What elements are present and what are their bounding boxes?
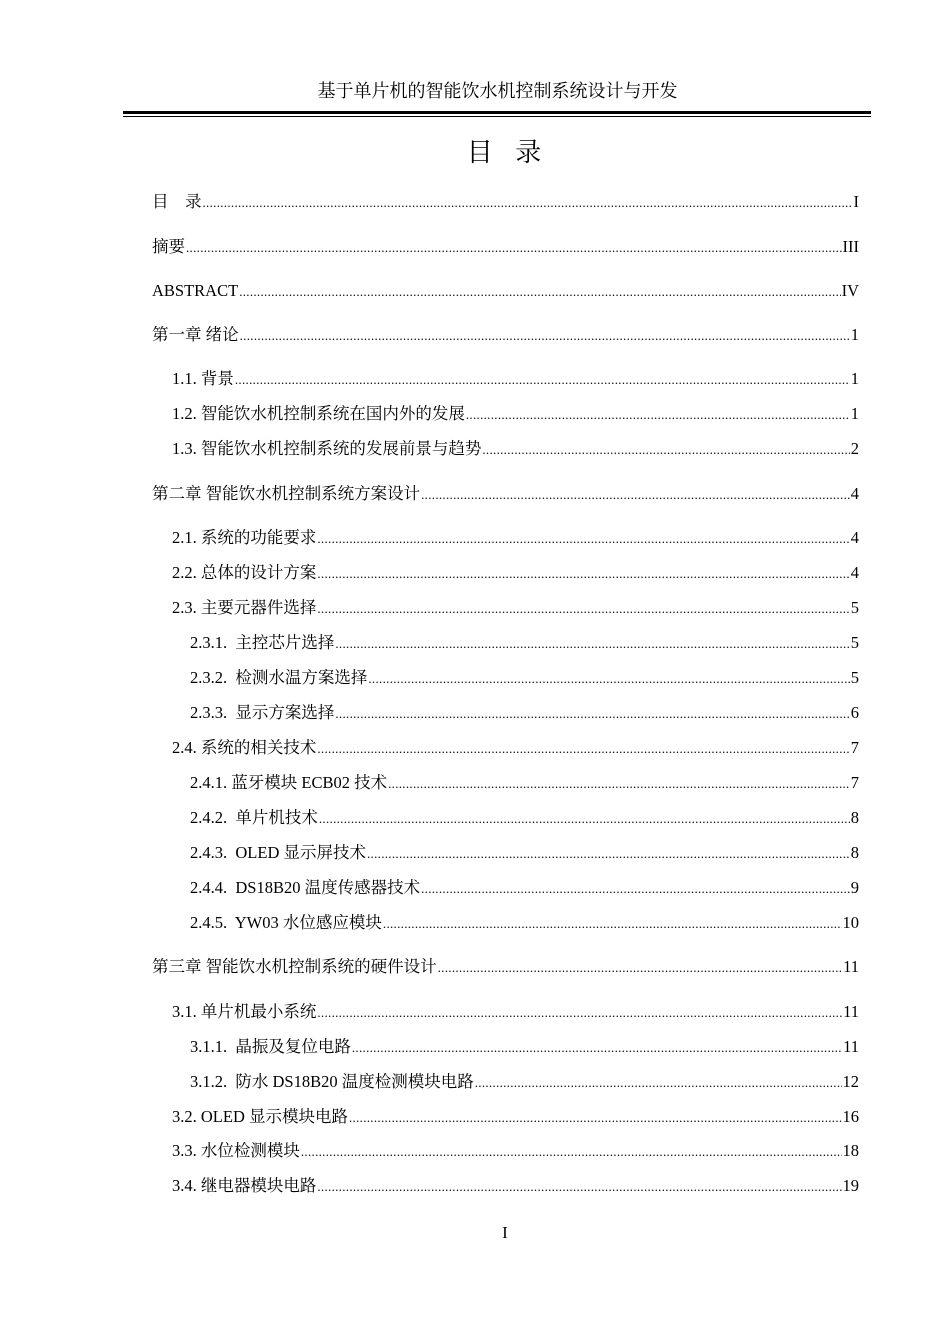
toc-leader-dots	[421, 878, 850, 900]
toc-entry-page: 4	[850, 563, 859, 582]
toc-entry-label: 2.3. 主要元器件选择	[172, 598, 317, 617]
toc-entry-page: IV	[841, 281, 859, 300]
toc-leader-dots	[368, 668, 849, 690]
toc-entry-label: 1.1. 背景	[172, 369, 234, 388]
toc-leader-dots	[367, 843, 850, 865]
toc-entry-page: 12	[842, 1072, 859, 1091]
toc-entry-1-3[interactable]	[172, 438, 859, 461]
toc-entry-page: 8	[850, 808, 859, 827]
toc-leader-dots	[240, 325, 850, 347]
toc-entry-label: 2.4.4. DS18B20 温度传感器技术	[190, 878, 421, 897]
toc-entry-label: 2.4.1. 蓝牙模块 ECB02 技术	[190, 773, 388, 792]
toc-entry-contents[interactable]	[152, 191, 859, 214]
toc-leader-dots	[317, 1002, 842, 1024]
toc-entry-page: 4	[850, 528, 859, 547]
toc-leader-dots	[335, 703, 849, 725]
toc-entry-2-3[interactable]	[172, 597, 859, 620]
toc-entry-3-1[interactable]	[172, 1001, 859, 1024]
toc-leader-dots	[349, 1107, 842, 1129]
toc-leader-dots	[317, 738, 849, 760]
toc-entry-chapter-2[interactable]	[152, 483, 859, 506]
toc-entry-page: 16	[842, 1107, 859, 1126]
toc-entry-label: 3.3. 水位检测模块	[172, 1141, 300, 1160]
toc-leader-dots	[203, 192, 853, 214]
toc-entry-2-2[interactable]	[172, 562, 859, 585]
toc-entry-page: 1	[850, 404, 859, 423]
toc-entry-label: 第二章 智能饮水机控制系统方案设计	[152, 484, 421, 503]
toc-entry-2-4-2[interactable]	[190, 807, 859, 830]
toc-entry-page: 2	[850, 439, 859, 458]
toc-entry-label: 3.4. 继电器模块电路	[172, 1176, 317, 1195]
toc-entry-page: 1	[850, 369, 859, 388]
toc-leader-dots	[317, 1176, 841, 1198]
toc-entry-2-4-3[interactable]	[190, 842, 859, 865]
toc-entry-3-3[interactable]	[172, 1140, 859, 1163]
toc-entry-label: 2.4.5. YW03 水位感应模块	[190, 913, 382, 932]
toc-entry-page: 9	[850, 878, 859, 897]
toc-entry-label: 1.2. 智能饮水机控制系统在国内外的发展	[172, 404, 465, 423]
toc-entry-2-3-3[interactable]	[190, 702, 859, 725]
toc-leader-dots	[317, 528, 849, 550]
toc-entry-page: 11	[843, 957, 859, 976]
toc-entry-page: 4	[850, 484, 859, 503]
toc-entry-label: 2.3.3. 显示方案选择	[190, 703, 335, 722]
toc-entry-page: 5	[850, 598, 859, 617]
toc-leader-dots	[421, 484, 850, 506]
toc-entry-label: 3.2. OLED 显示模块电路	[172, 1107, 348, 1126]
toc-entry-label: 1.3. 智能饮水机控制系统的发展前景与趋势	[172, 439, 482, 458]
toc-entry-1-1[interactable]	[172, 368, 859, 391]
toc-entry-label: 2.1. 系统的功能要求	[172, 528, 317, 547]
toc-leader-dots	[301, 1141, 842, 1163]
toc-entry-page: 19	[842, 1176, 859, 1195]
toc-leader-dots	[317, 563, 849, 585]
toc-entry-page: 5	[850, 668, 859, 687]
toc-entry-label: 2.4. 系统的相关技术	[172, 738, 317, 757]
toc-entry-label: 摘要	[152, 237, 185, 256]
toc-entry-label: 3.1.2. 防水 DS18B20 温度检测模块电路	[190, 1072, 474, 1091]
toc-entry-2-4-1[interactable]	[190, 772, 859, 795]
toc-entry-page: 5	[850, 633, 859, 652]
toc-entry-2-3-1[interactable]	[190, 632, 859, 655]
toc-entry-1-2[interactable]	[172, 403, 859, 426]
toc-entry-page: 7	[850, 738, 859, 757]
toc-leader-dots	[186, 237, 842, 259]
toc-entry-chapter-3[interactable]	[152, 956, 859, 979]
toc-entry-label: 2.4.3. OLED 显示屏技术	[190, 843, 366, 862]
header-rule-thick	[123, 111, 871, 114]
toc-entry-3-2[interactable]	[172, 1106, 859, 1129]
toc-leader-dots	[317, 598, 849, 620]
toc-entry-label: 2.2. 总体的设计方案	[172, 563, 317, 582]
toc-leader-dots	[352, 1037, 842, 1059]
toc-entry-page: I	[853, 192, 859, 211]
toc-entry-page: 8	[850, 843, 859, 862]
toc-entry-chapter-1[interactable]	[152, 324, 859, 347]
toc-leader-dots	[438, 957, 842, 979]
toc-entry-page: III	[842, 237, 859, 256]
toc-entry-page: 10	[842, 913, 859, 932]
toc-entry-abstract-en[interactable]	[152, 280, 859, 303]
toc-entry-page: 11	[843, 1037, 859, 1056]
toc-entry-3-4[interactable]	[172, 1175, 859, 1198]
toc-title: 目 录	[466, 138, 544, 168]
toc-entry-page: 6	[850, 703, 859, 722]
toc-entry-label: 第一章 绪论	[152, 325, 239, 344]
toc-entry-page: 18	[842, 1141, 859, 1160]
toc-entry-page: 11	[843, 1002, 859, 1021]
page-number: I	[502, 1223, 508, 1242]
toc-leader-dots	[239, 281, 840, 303]
toc-entry-3-1-1[interactable]	[190, 1036, 859, 1059]
toc-leader-dots	[388, 773, 850, 795]
toc-entry-label: 3.1.1. 晶振及复位电路	[190, 1037, 351, 1056]
toc-leader-dots	[235, 369, 850, 391]
toc-leader-dots	[475, 1072, 842, 1094]
toc-leader-dots	[319, 808, 850, 830]
toc-entry-label: 2.3.2. 检测水温方案选择	[190, 668, 368, 687]
toc-entry-label: 第三章 智能饮水机控制系统的硬件设计	[152, 957, 437, 976]
toc-entry-label: 3.1. 单片机最小系统	[172, 1002, 317, 1021]
toc-leader-dots	[383, 913, 842, 935]
toc-entry-2-4-5[interactable]	[190, 912, 859, 935]
toc-entry-label: 2.3.1. 主控芯片选择	[190, 633, 335, 652]
toc-leader-dots	[466, 404, 850, 426]
toc-entry-label: 目 录	[152, 192, 202, 211]
toc-leader-dots	[482, 439, 849, 461]
toc-entry-2-4[interactable]	[172, 737, 859, 760]
toc-entry-label: 2.4.2. 单片机技术	[190, 808, 318, 827]
toc-entry-2-1[interactable]	[172, 527, 859, 550]
toc-entry-abstract-cn[interactable]	[152, 236, 859, 259]
header-title: 基于单片机的智能饮水机控制系统设计与开发	[317, 81, 678, 101]
toc-entry-3-1-2[interactable]	[190, 1071, 859, 1094]
toc-entry-2-3-2[interactable]	[190, 667, 859, 690]
toc-entry-label: ABSTRACT	[152, 281, 239, 300]
toc-leader-dots	[335, 633, 849, 655]
toc-entry-2-4-4[interactable]	[190, 877, 859, 900]
header-rule-thin	[123, 116, 871, 117]
toc-entry-page: 1	[850, 325, 859, 344]
toc-entry-page: 7	[850, 773, 859, 792]
